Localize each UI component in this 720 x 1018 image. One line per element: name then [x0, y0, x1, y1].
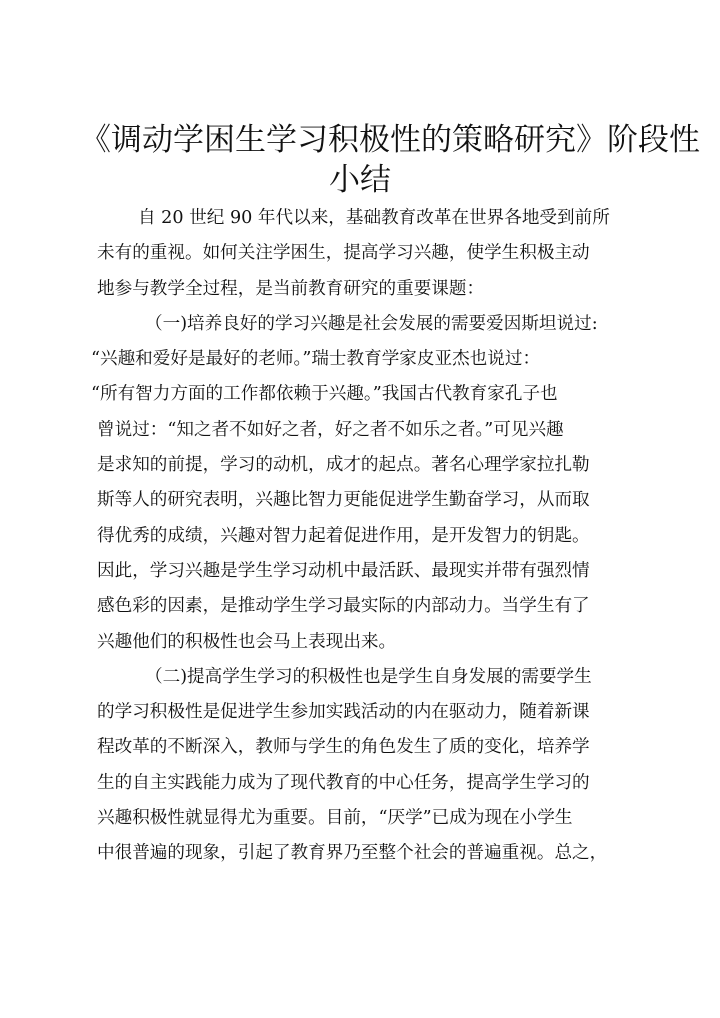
- paragraph-2-line-2: “兴趣和爱好是最好的老师。”瑞士教育学家皮亚杰也说过：: [91, 349, 541, 370]
- paragraph-2-line-1: （一)培养良好的学习兴趣是社会发展的需要爱因斯坦说过:: [145, 313, 598, 334]
- paragraph-2-line-4: 曾说过：“知之者不如好之者，好之者不如乐之者。”可见兴趣: [97, 419, 564, 440]
- title-line-1: 《调动学困生学习积极性的策略研究》阶段性: [80, 122, 700, 158]
- title-line-2: 小结: [329, 162, 391, 198]
- paragraph-3-line-2: 的学习积极性是促进学生参加实践活动的内在驱动力，随着新课: [97, 702, 590, 723]
- document-body: [91, 201, 645, 872]
- document-title: [80, 120, 700, 200]
- paragraph-3-line-6: 中很普遍的现象，引起了教育界乃至整个社会的普遍重视。总之，: [97, 843, 608, 864]
- paragraph-1-line-2: 未有的重视。如何关注学困生，提高学习兴趣，使学生积极主动: [97, 243, 590, 264]
- paragraph-3-line-4: 生的自主实践能力成为了现代教育的中心任务，提高学生学习的: [97, 772, 590, 793]
- paragraph-2-line-10: 兴趣他们的积极性也会马上表现出来。: [97, 631, 397, 652]
- paragraph-2-line-3: “所有智力方面的工作都依赖于兴趣。”我国古代教育家孔子也: [91, 384, 558, 405]
- paragraph-2-line-9: 感色彩的因素，是推动学生学习最实际的内部动力。当学生有了: [97, 596, 590, 617]
- paragraph-1-line-1: 自 20 世纪 90 年代以来，基础教育改革在世界各地受到前所: [138, 208, 610, 228]
- paragraph-1-line-3: 地参与教学全过程，是当前教育研究的重要课题：: [97, 278, 485, 299]
- paragraph-3-line-3: 程改革的不断深入，教师与学生的角色发生了质的变化，培养学: [97, 737, 590, 758]
- paragraph-2-line-7: 得优秀的成绩，兴趣对智力起着促进作用，是开发智力的钥匙。: [97, 525, 590, 546]
- paragraph-2-line-6: 斯等人的研究表明，兴趣比智力更能促进学生勤奋学习，从而取: [97, 490, 590, 511]
- paragraph-2-line-5: 是求知的前提，学习的动机，成才的起点。著名心理学家拉扎勒: [97, 455, 590, 476]
- paragraph-3-line-1: （二)提高学生学习的积极性也是学生自身发展的需要学生: [145, 666, 592, 687]
- paragraph-2-line-8: 因此，学习兴趣是学生学习动机中最活跃、最现实并带有强烈情: [97, 560, 590, 581]
- paragraph-3-line-5: 兴趣积极性就显得尤为重要。目前，“厌学”已成为现在小学生: [97, 808, 573, 829]
